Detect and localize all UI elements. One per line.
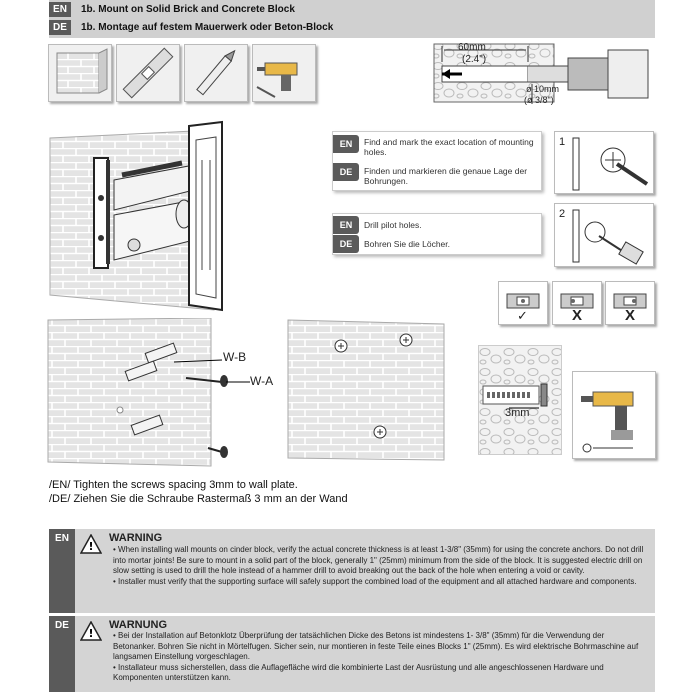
step1-lang-en: EN	[333, 135, 359, 153]
lang-badge-en: EN	[49, 2, 71, 17]
warning-triangle-icon	[80, 534, 102, 554]
pencil-icon	[184, 44, 248, 102]
warning-en-bullet-1: • When installing wall mounts on cinder block, verify the actual concrete thickness is at least 1-3/8" (35mm) for using the concrete anchors. Do not drill into mortar joints! Be sure to mount in a solid part of the block, generally 1" (25mm) minimum from the side of the block. It is suggested electric drill on slow setting is used to drill the hole instead of a hammer drill to avoid breaking out the back of the hole when entering a void or cavity.	[113, 545, 644, 575]
step2-text-de: Bohren Sie die Löcher.	[364, 239, 451, 249]
warning-title-de: WARNUNG	[109, 619, 168, 631]
step2-text-en: Drill pilot holes.	[364, 220, 422, 230]
screwdriver-drill-icon	[572, 371, 656, 459]
tighten-note-de: /DE/ Ziehen Sie die Schraube Rastermaß 3 mm an der Wand	[49, 493, 348, 505]
step2-drill-illustration	[554, 203, 654, 267]
warning-title-en: WARNING	[109, 532, 163, 544]
level-bad-mark-1: X	[572, 307, 583, 324]
drill-icon	[252, 44, 316, 102]
warning-lang-de: DE	[49, 616, 75, 692]
drill-depth-diagram	[432, 40, 654, 108]
warning-triangle-icon	[80, 621, 102, 641]
level-icon	[116, 44, 180, 102]
warning-panel-en	[49, 529, 655, 613]
header-title-en: 1b. Mount on Solid Brick and Concrete Block	[81, 3, 295, 15]
level-ok-mark: ✓	[517, 308, 528, 323]
step1-text-de: Finden und markieren die genaue Lage der Bohrungen.	[364, 166, 528, 186]
step2-lang-de: DE	[333, 235, 359, 253]
anchor-insertion-illustration	[46, 318, 276, 468]
level-wrong-2	[605, 281, 655, 325]
tighten-note-en: /EN/ Tighten the screws spacing 3mm to wall plate.	[49, 479, 298, 491]
step1-text-en: Find and mark the exact location of mounting holes.	[364, 137, 534, 157]
warning-body-de	[113, 631, 649, 684]
step1-panel	[332, 131, 542, 191]
spacing-label: 3mm	[505, 407, 530, 419]
step1-mark-illustration	[554, 131, 654, 194]
svg-text:!: !	[88, 627, 94, 640]
brick-wall-icon	[48, 44, 112, 102]
depth-metric: 60mm	[458, 42, 486, 53]
step1-number: 1	[559, 136, 566, 148]
step2-panel	[332, 213, 542, 255]
screw-spacing-detail	[478, 345, 562, 455]
step2-number: 2	[559, 208, 566, 220]
level-wrong-1	[552, 281, 602, 325]
section-header	[49, 0, 655, 38]
warning-de-bullet-2: • Installateur muss sicherstellen, dass die Auflagefläche wird die kombinierte Last der Ausrüstung und alle angeschlossenen Hardware und Komponenten unterstützen kann.	[113, 662, 604, 682]
screws-installed-illustration	[286, 318, 446, 464]
warning-de-bullet-1: • Bei der Installation auf Betonklotz Überprüfung der tatsächlichen Dicke des Betons ist mindestens 1- 3/8" (35mm) für die Verwendung der Betonanker. Bohren Sie nicht in Mörtelfugen. Sicher sein, nur montieren in feste Teile eines Blocks 1" (25mm). Es wird elektrische Bohrmaschine auf langsamen Einstellung vorgeschlagen.	[113, 631, 639, 661]
svg-text:!: !	[88, 540, 94, 553]
warning-body-en	[113, 545, 649, 587]
lang-badge-de: DE	[49, 20, 71, 35]
label-wb: W-B	[223, 350, 247, 364]
warning-en-bullet-2: • Installer must verify that the supporting surface will safely support the combined load of the equipment and all attached hardware and components.	[113, 576, 637, 586]
warning-lang-en: EN	[49, 529, 75, 613]
diameter-imperial: (ø 3/8")	[524, 95, 554, 105]
level-correct	[498, 281, 548, 325]
warning-panel-de	[49, 616, 655, 692]
wall-mount-illustration	[44, 120, 304, 315]
header-row-en	[49, 1, 295, 17]
header-title-de: 1b. Montage auf festem Mauerwerk oder Beton-Block	[81, 21, 334, 33]
depth-imperial: (2.4")	[462, 54, 487, 65]
level-bad-mark-2: X	[625, 307, 636, 324]
diameter-metric: ø 10mm	[526, 84, 560, 94]
step2-lang-en: EN	[333, 216, 359, 234]
header-row-de	[49, 19, 333, 35]
step1-lang-de: DE	[333, 163, 359, 181]
label-wa: W-A	[250, 374, 274, 388]
